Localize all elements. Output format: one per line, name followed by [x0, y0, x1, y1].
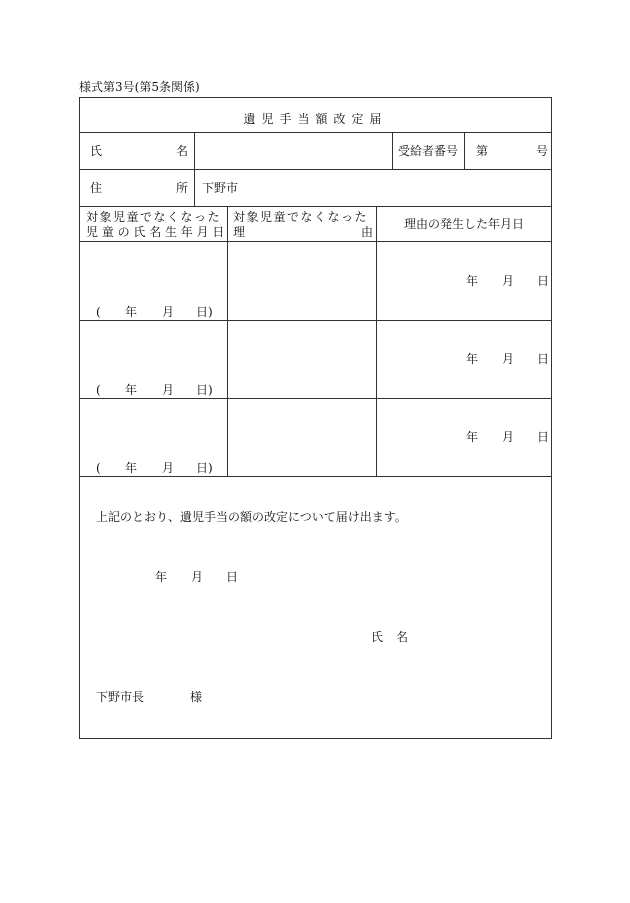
header-row-divider: [80, 241, 551, 242]
reason-header-line2b: 由: [361, 225, 374, 239]
address-label: 住 所: [90, 181, 188, 195]
reason-header-line2a: 理: [233, 225, 246, 239]
address-value[interactable]: 下野市: [202, 181, 239, 195]
recipient-number-label: 受給者番号: [398, 144, 459, 158]
recipient-label-divider: [392, 132, 393, 169]
name-value-divider: [194, 132, 195, 169]
recipient-value-divider: [464, 132, 465, 169]
number-suffix: 号: [536, 144, 549, 158]
number-prefix: 第: [476, 144, 489, 158]
form-number: 様式第3号(第5条関係): [79, 80, 200, 94]
form-table: 遺児手当額改定届 氏 名 受給者番号 第 号 住 所 下野市 対象児童でなくなった 児童の氏名生年月日 対象児童でなくなった 理 由 理由の発生した年月日 ( 年 月 日) 年 月 日 ( 年 月 日) 年 月 日 ( 年 月 日) 年 月 日 上記のとおり、遺児手当の額の改定について届け出ます。 年 月 日 氏 名 下野市長 様: [79, 97, 552, 739]
column-divider-1: [227, 206, 228, 476]
honorific: 様: [190, 690, 203, 704]
date-header: 理由の発生した年月日: [403, 217, 524, 231]
child-header-line1: 対象児童でなくなった: [86, 210, 222, 224]
child-header-line2: 児童の氏名生年月日: [86, 225, 229, 239]
name-label: 氏 名: [90, 144, 188, 158]
title-divider: [80, 132, 551, 133]
address-row-divider: [80, 206, 551, 207]
row-3-divider: [80, 476, 551, 477]
row-2-divider: [80, 398, 551, 399]
address-value-divider: [194, 169, 195, 206]
row-1-divider: [80, 320, 551, 321]
addressee: 下野市長: [96, 690, 145, 704]
declaration-text: 上記のとおり、遺児手当の額の改定について届け出ます。: [96, 510, 407, 524]
reason-header-line1: 対象児童でなくなった: [233, 210, 369, 224]
form-title: 遺児手当額改定届: [243, 112, 388, 126]
name-field[interactable]: [196, 134, 391, 168]
column-divider-2: [376, 206, 377, 476]
name-row-divider: [80, 169, 551, 170]
